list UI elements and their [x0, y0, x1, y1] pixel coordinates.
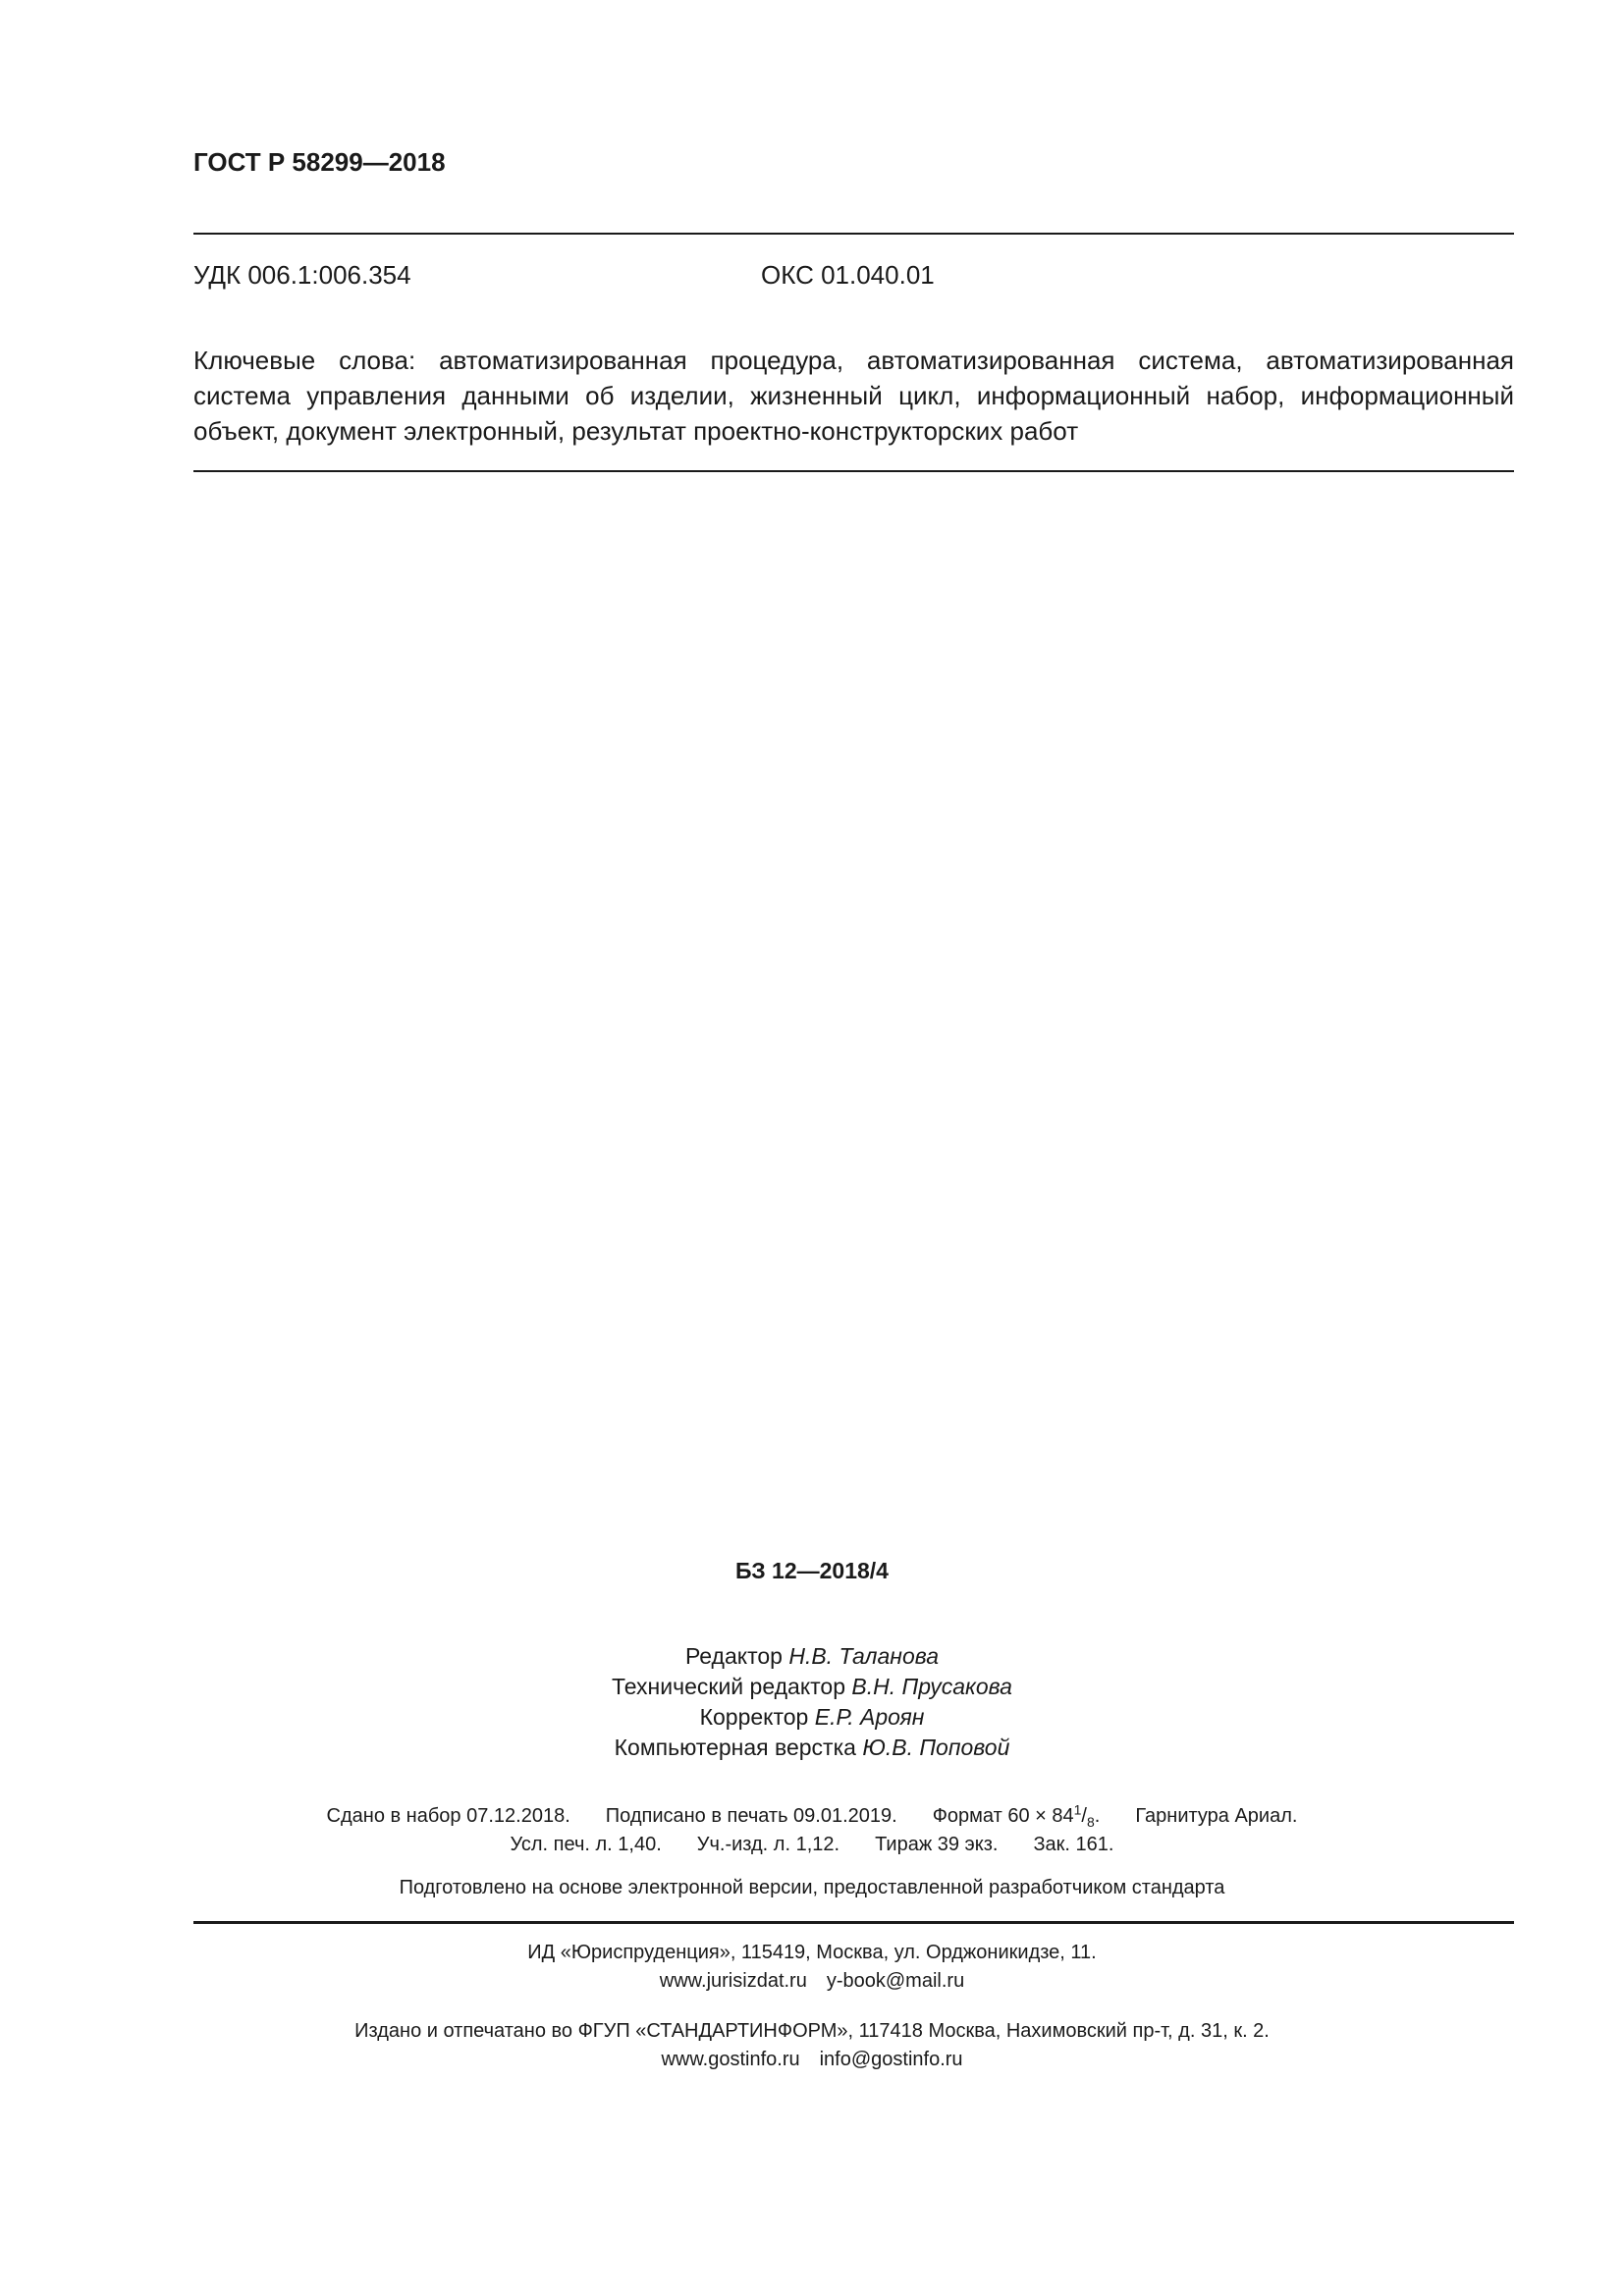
publisher-standartinform-contacts: www.gostinfo.ru info@gostinfo.ru: [661, 2049, 963, 2070]
oks-code: ОКС 01.040.01: [761, 260, 935, 290]
prepared-note: Подготовлено на основе электронной версии, предоставленной разработчиком стандарта: [399, 1877, 1225, 1898]
publisher-jurisizdat-address: ИД «Юриспруденция», 115419, Москва, ул. Орджоникидзе, 11.: [527, 1942, 1097, 1963]
keywords-paragraph: Ключевые слова: автоматизированная процедура, автоматизированная система, автоматизированная система управления данными об изделии, жизненный цикл, информационный набор, информационный объект, документ электронный, результат проектно-конструкторских работ: [193, 346, 1514, 446]
standard-id: ГОСТ Р 58299—2018: [193, 147, 446, 177]
udk-code: УДК 006.1:006.354: [193, 260, 411, 290]
credit-tech-editor: Технический редактор В.Н. Прусакова: [612, 1674, 1012, 1699]
credit-editor: Редактор Н.В. Таланова: [684, 1643, 940, 1669]
publisher-jurisizdat-contacts: www.jurisizdat.ru y-book@mail.ru: [659, 1970, 965, 1992]
credit-layout: Компьютерная верстка Ю.В. Поповой: [614, 1735, 1010, 1760]
publisher-standartinform: [0, 2017, 1624, 2074]
credit-proofreader: Корректор Е.Р. Ароян: [699, 1704, 925, 1730]
credits-block: [0, 1641, 1624, 1763]
top-divider: [193, 233, 1514, 235]
bz-number: БЗ 12—2018/4: [735, 1558, 889, 1583]
print-details-line-1: Сдано в набор 07.12.2018. Подписано в печать 09.01.2019. Формат $60 \times 84^1/_8$. Гарнитура Ариал.: [326, 1801, 1298, 1830]
keywords-divider: [193, 470, 1514, 472]
publisher-standartinform-address: Издано и отпечатано во ФГУП «СТАНДАРТИНФОРМ», 117418 Москва, Нахимовский пр-т, д. 31, к. 2.: [354, 2020, 1270, 2042]
imprint-divider: [193, 1921, 1514, 1924]
print-details: [0, 1802, 1624, 1859]
publisher-jurisizdat: [0, 1939, 1624, 1996]
print-details-line-2: Усл. печ. л. 1,40. Уч.-изд. л. 1,12. Тираж 39 экз. Зак. 161.: [510, 1834, 1114, 1855]
